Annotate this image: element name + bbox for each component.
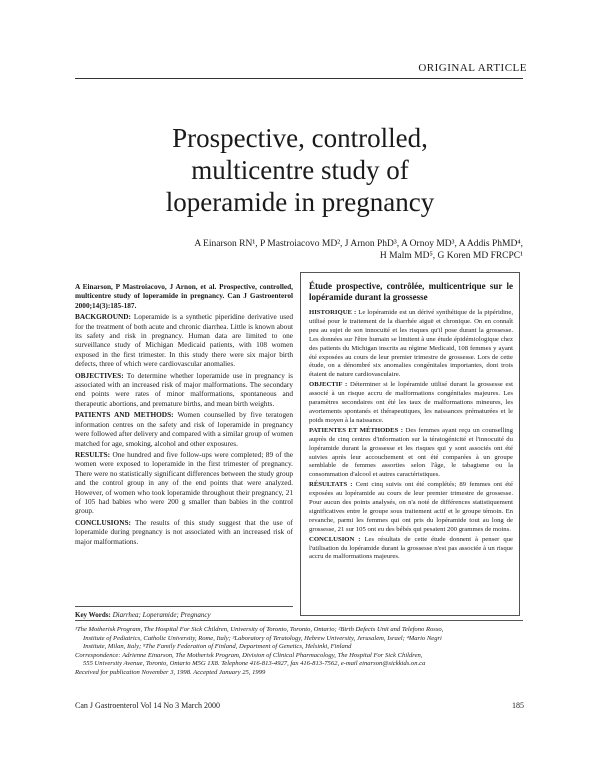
- fr-historique: HISTORIQUE : Le lopéramide est un dérivé synthétique de la pipéridine, utilisé pour le traitement de la diarrhée aiguë et chronique. On en connaît peu au sujet de son innocuité et les risques qu'il pose durant la grossesse. Les données sur l'être humain se limitent à une étude épidémiologique chez des patients du Michigan inscrits au régime Medicaid, 108 femmes y ayant été exposées au cours de leur premier trimestre de grossesse. Lors de cette étude, on a dénombré six anomalies congénitales importantes, dont trois étaient de nature cardiovasculaire.: [309, 309, 514, 379]
- abstract-background: BACKGROUND: Loperamide is a synthetic piperidine derivative used for the treatment of both acute and chronic diarrhea. Little is known about its safety and risk in pregnancy. Human data are limited to one surveillance study of Michigan Medicaid patients, with 108 women exposed in the first trimester. In this study there were six major birth defects, three of which were cardiovascular anomalies.: [75, 312, 293, 369]
- fr-conclusion: CONCLUSION : Les résultats de cette étude donnent à penser que l'utilisation du lopéramide durant la grossesse n'est pas associée à un risque accru de malformations majeures.: [309, 535, 514, 561]
- footnote-divider: [75, 620, 523, 621]
- fr-objectif: OBJECTIF : Déterminer si le lopéramide utilisé durant la grossesse est associé à un risque accru de malformations congénitales majeures. Les paramètres secondaires ont été les taux de malformations mineures, les avortements spontanés et thérapeutiques, les naissances prématurées et le poids moyen à la naissance.: [309, 381, 513, 424]
- abstract-objectives: OBJECTIVES: To determine whether loperamide use in pregnancy is associated with an increased risk of major malformations. The secondary end points were rates of minor malformations, spontaneous and therapeutic abortions, and premature births, and mean birth weights.: [75, 370, 293, 408]
- header-divider: [75, 78, 523, 79]
- abstract-methods: PATIENTS AND METHODS: Women counselled by five teratogen information centres on the safety and risk of loperamide in pregnancy were followed after delivery and compared with a similar group of women matched for age, smoking, alcohol and other exposures.: [75, 410, 293, 448]
- page-number: 185: [512, 701, 524, 710]
- fr-methodes: PATIENTES ET MÉTHODES : Des femmes ayant reçu un counselling auprès de cinq centres d'information sur la tératogénicité et l'innocuité du lopéramide durant la grossesse et les risques qui y sont associés ont été suivies après leur accouchement et ont été comparées à un groupe semblable de femmes assorties selon l'âge, le tabagisme ou la consommation d'alcool et autres caractéristiques.: [309, 426, 513, 479]
- title-line: Prospective, controlled,: [172, 123, 428, 153]
- fr-resultats: RÉSULTATS : Cent cinq suivis ont été complétés; 89 femmes ont été exposées au lopéramide au cours de leur premier trimestre de grossesse. Pour aucun des points analysés, on n'a noté de différences statistiquement significatives entre le groupe sous traitement actif et le groupe témoin. En revanche, parmi les femmes qui ont pris du lopéramide tout au long de grossesse, 21 sur 105 ont eu des bébés qui pesaient 200 grammes de moins.: [309, 481, 514, 533]
- abstract-conclusions: CONCLUSIONS: The results of this study suggest that the use of loperamide during pregnancy is not associated with an increased risk of major malformations.: [75, 517, 293, 546]
- french-abstract-title: Étude prospective, contrôlée, multicentrique sur le lopéramide durant la grossesse: [309, 281, 513, 302]
- affiliation-line: Institute of Pediatrics, Catholic University, Rome, Italy; ³Laboratory of Teratology, Hebrew University, Jerusalem, Israel; ⁴Mario Negri: [83, 634, 442, 642]
- keywords: Key Words: Diarrhea; Loperamide; Pregnancy: [75, 611, 211, 619]
- french-abstract: [309, 281, 513, 563]
- french-abstract-box: [300, 272, 520, 616]
- affiliations: [75, 626, 523, 677]
- received-line: Received for publication November 3, 1998. Accepted January 25, 1999: [75, 668, 266, 676]
- affiliation-line: Institute, Milan, Italy; ⁵The Family Federation of Finland, Department of Genetics, Helsinki, Finland: [83, 643, 352, 650]
- citation: A Einarson, P Mastroiacovo, J Arnon, et al. Prospective, controlled, multicentre study of loperamide in pregnancy. Can J Gastroenterol 2000;14(3):185-187.: [75, 282, 293, 310]
- title-line: multicentre study of: [191, 155, 409, 185]
- keywords-divider: [75, 606, 293, 607]
- affiliation-line: ¹The Motherisk Program, The Hospital For Sick Children, University of Toronto, Toronto, Ontario; ²Birth Defects Unit and Telefono Rosso,: [75, 626, 444, 633]
- article-title: [0, 122, 600, 218]
- author-line: A Einarson RN¹, P Mastroiacovo MD², J Arnon PhD³, A Ornoy MD³, A Addis PhMD⁴,: [194, 239, 523, 249]
- title-line: loperamide in pregnancy: [165, 187, 435, 217]
- correspondence-line: 555 University Avenue, Toronto, Ontario M5G 1X8. Telephone 416-813-4927, fax 416-813-7562, e-mail einarson@sickkids.on.ca: [83, 660, 426, 667]
- journal-footer: Can J Gastroenterol Vol 14 No 3 March 2000: [75, 701, 221, 710]
- author-list: [75, 238, 523, 262]
- correspondence-line: Correspondence: Adrienne Einarson, The Motherisk Program, Division of Clinical Pharmacology, The Hospital For Sick Children,: [75, 651, 423, 659]
- abstract-results: RESULTS: One hundred and five follow-ups were completed; 89 of the women were exposed to loperamide in the first trimester of pregnancy. There were no statistically significant differences between the study group and the control group in any of the end points that were analyzed. However, of women who took loperamide throughout their pregnancy, 21 of 105 had babies who were 200 g smaller than babies in the control group.: [75, 449, 293, 516]
- author-line: H Malm MD⁵, G Koren MD FRCPC¹: [379, 251, 523, 261]
- section-label: ORIGINAL ARTICLE: [418, 62, 527, 74]
- english-abstract: [75, 282, 293, 548]
